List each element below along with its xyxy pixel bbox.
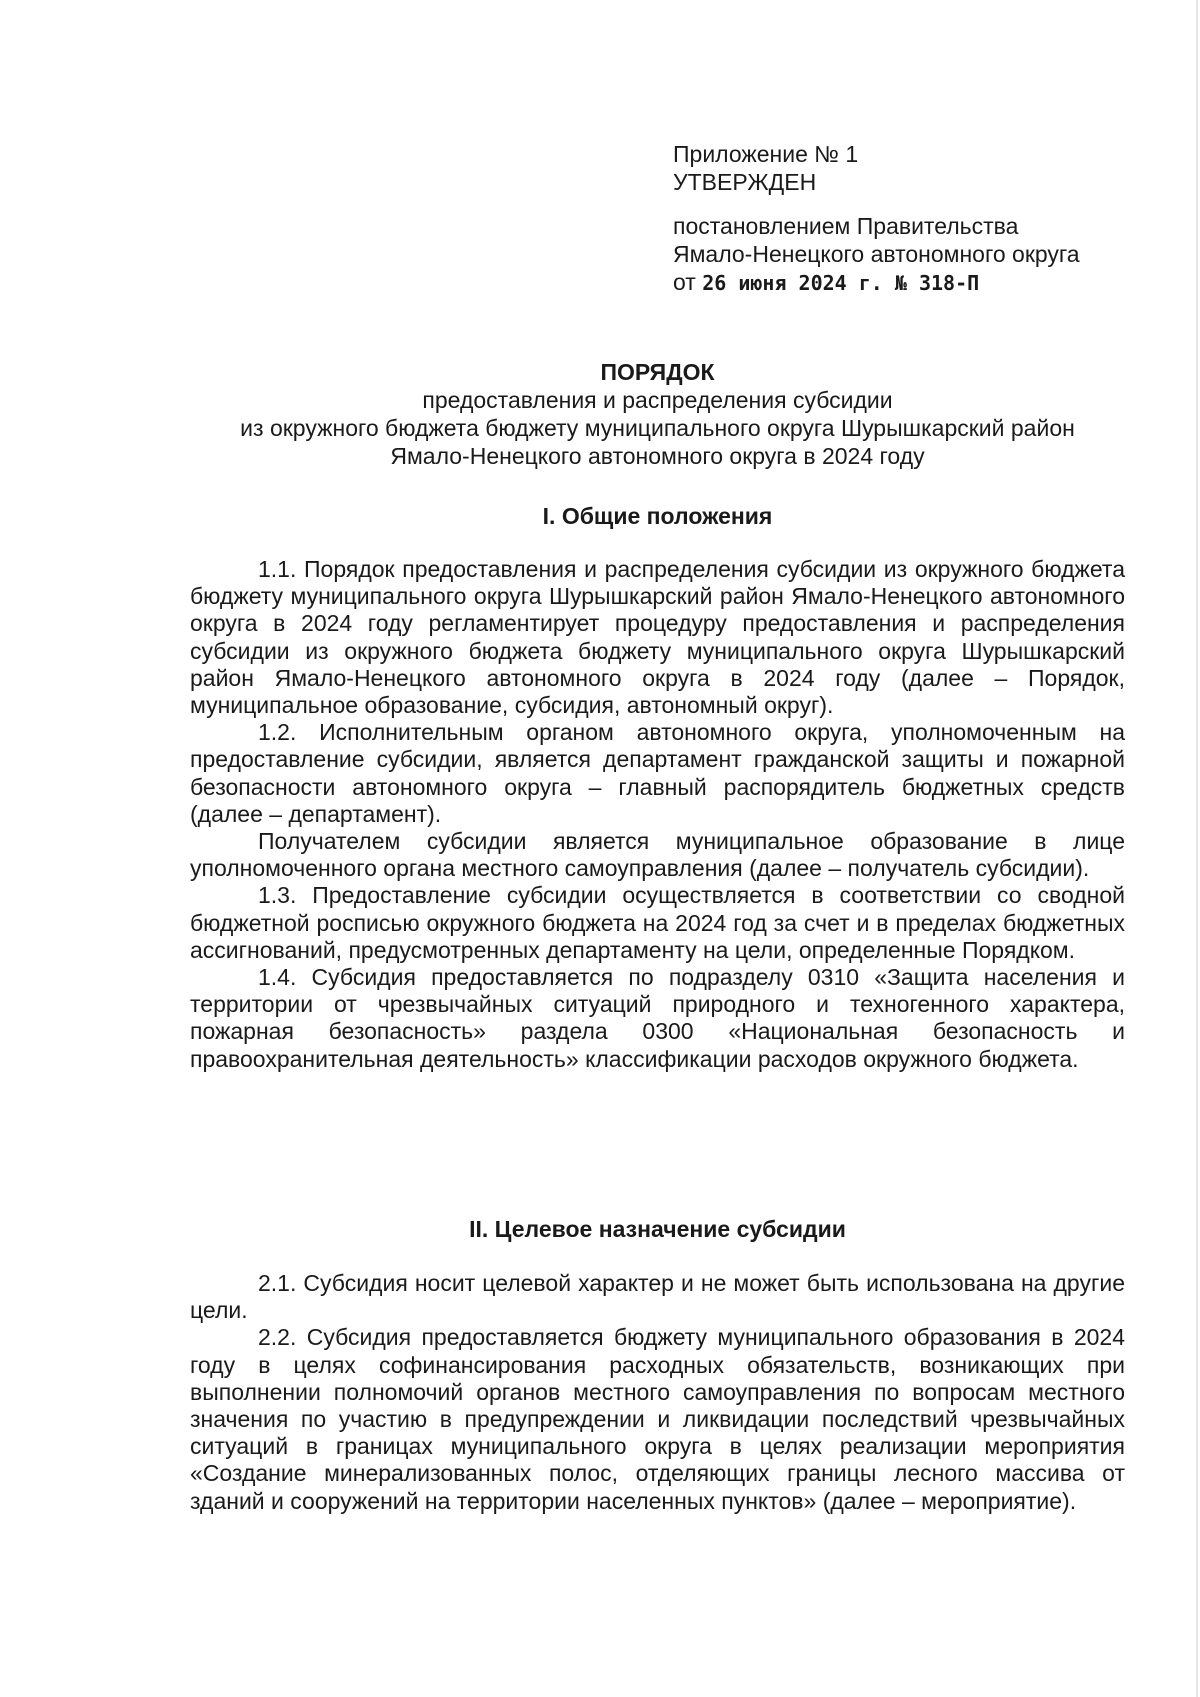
approval-stamp-block: [673, 140, 1153, 297]
paragraph-1-4: 1.4. Субсидия предоставляется по подразделу 0310 «Защита населения и территории от чрезвычайных ситуаций природного и техногенного характера, пожарная безопасность» раздела 0300 «Национальная безопасность и правоохранительная деятельность» классификации расходов окружного бюджета.: [190, 964, 1125, 1072]
paragraph-2-2: 2.2. Субсидия предоставляется бюджету муниципального образования в 2024 году в целях софинансирования расходных обязательств, возникающих при выполнении полномочий органов местного самоуправления по вопросам местного значения по участию в предупреждении и ликвидации последствий чрезвычайных ситуаций в границах муниципального округа в целях реализации мероприятия «Создание минерализованных полос, отделяющих границы лесного массива от зданий и сооружений на территории населенных пунктов» (далее – мероприятие).: [190, 1324, 1125, 1514]
appendix-number: Приложение № 1: [673, 141, 859, 167]
scan-edge-mark: [1196, 0, 1198, 1697]
section-heading-purpose: II. Целевое назначение субсидии: [469, 1216, 846, 1242]
approval-region-line: Ямало-Ненецкого автономного округа: [673, 241, 1080, 267]
document-subtitle-line-1: предоставления и распределения субсидии: [422, 387, 893, 413]
document-subtitle-line-3: Ямало-Ненецкого автономного округа в 2024 году: [390, 443, 925, 469]
paragraph-1-3: 1.3. Предоставление субсидии осуществляется в соответствии со сводной бюджетной росписью окружного бюджета на 2024 год за счет и в пределах бюджетных ассигнований, предусмотренных департаменту на цели, определенные Порядком.: [190, 882, 1125, 963]
paragraph-2-1: 2.1. Субсидия носит целевой характер и не может быть использована на другие цели.: [190, 1270, 1125, 1324]
paragraph-recipient: Получателем субсидии является муниципальное образование в лице уполномоченного органа местного самоуправления (далее – получатель субсидии).: [190, 828, 1125, 882]
section-heading-general: I. Общие положения: [542, 503, 773, 529]
paragraph-1-1: 1.1. Порядок предоставления и распределения субсидии из окружного бюджета бюджету муниципального округа Шурышкарский район Ямало-Ненецкого автономного округа в 2024 году регламентирует процедуру предоставления и распределения субсидии из окружного бюджета бюджету муниципального округа Шурышкарский район Ямало-Ненецкого автономного округа в 2024 году (далее – Порядок, муниципальное образование, субсидия, автономный округ).: [190, 556, 1125, 719]
date-prefix: от: [673, 269, 696, 295]
section-general-body: [190, 556, 1125, 1073]
approval-date-line: [673, 268, 1153, 297]
paragraph-1-2: 1.2. Исполнительным органом автономного округа, уполномоченным на предоставление субсидии, является департамент гражданской защиты и пожарной безопасности автономного округа – главный распорядитель бюджетных средств (далее – департамент).: [190, 719, 1125, 827]
approved-label: УТВЕРЖДЕН: [673, 169, 817, 195]
document-title-block: [190, 358, 1125, 470]
document-title: ПОРЯДОК: [600, 359, 715, 385]
section-purpose-body: [190, 1270, 1125, 1515]
approval-authority-line: постановлением Правительства: [673, 213, 1019, 239]
resolution-date-number: 26 июня 2024 г. № 318-П: [702, 271, 980, 295]
document-subtitle-line-2: из окружного бюджета бюджету муниципального округа Шурышкарский район: [240, 415, 1075, 441]
